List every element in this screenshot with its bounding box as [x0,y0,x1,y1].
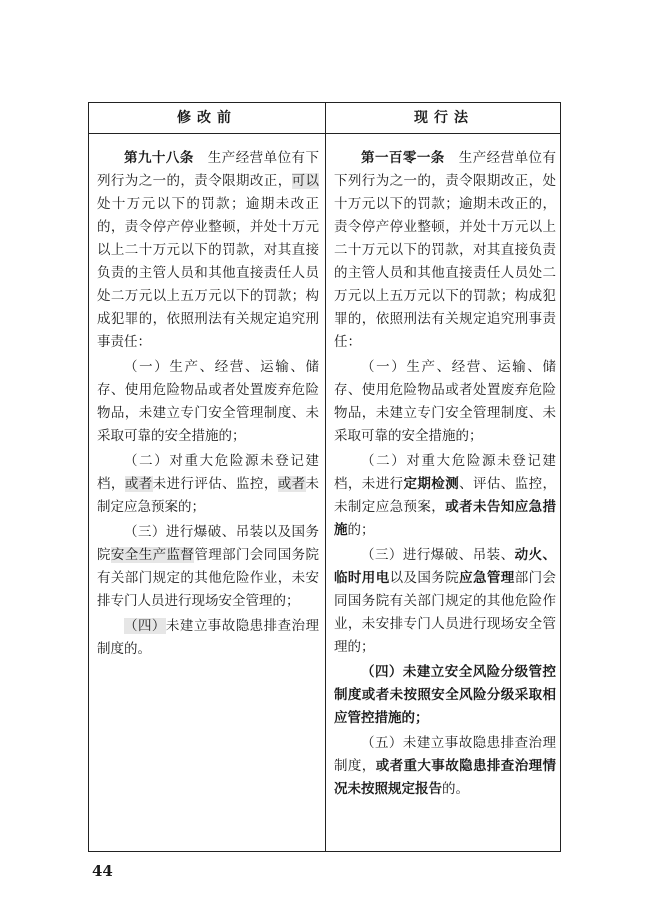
right-column-text [334,147,556,801]
right-item-1: （一）生产、经营、运输、储存、使用危险物品或者处置废弃危险物品，未建立专门安全管理制度、未采取可靠的安全措施的； [334,359,556,444]
right-p3-bold-1: 定期检测 [403,476,460,492]
right-p6-text-c: 的。 [442,781,469,797]
right-item-4: （四）未建立安全风险分级管控制度或者未按照安全风险分级采取相应管控措施的； [334,664,556,726]
right-item-2 [334,450,556,542]
left-p4-text-a: （三）进行爆破、吊装以及国务院 [97,524,319,563]
right-p4-text-c: 部门会同国务院有关部门规定的其他危险作业，未安排专门人员进行现场安全管理的； [334,570,557,655]
header-before-revision: 修改前 [177,110,237,126]
right-p4-bold-2: 应急管理 [459,570,515,586]
right-article-number: 第一百零一条 [361,150,445,166]
left-p3-highlight-2: 或者 [277,476,306,492]
right-item-5 [334,732,556,801]
comparison-table [88,102,561,852]
left-p1-text-a: 生产经营单位有下列行为之一的，责令限期改正， [97,150,320,189]
right-p6-text-a: （五）未建立事故隐患排查治理制度， [334,735,556,774]
left-column-text [97,147,319,661]
left-article-number: 第九十八条 [124,150,194,166]
left-article-paragraph [97,147,319,354]
right-p3-text-b: 、评估、监控，未制定应急预案， [334,476,557,515]
left-p1-text-b: 处十万元以下的罚款；逾期未改正的，责令停产停业整顿，并处十万元以上二十万元以下的罚款，对其直接负责的主管人员和其他直接责任人员处二万元以上五万元以下的罚款；构成犯罪的，依照刑法有关规定追究刑事责任： [97,196,319,350]
left-p3-text-c: 未制定应急预案的； [97,476,320,515]
right-article-paragraph [334,147,556,354]
left-p3-text-a: （二）对重大危险源未登记建档， [97,453,319,492]
column-divider [325,103,326,851]
right-p3-text-c: 的； [347,522,375,538]
right-p3-text-a: （二）对重大危险源未登记建档，未进行 [334,453,556,492]
left-item-3 [97,521,319,613]
left-item-4 [97,615,319,661]
page-number: 44 [92,862,113,880]
left-p5-highlight: （四） [124,618,166,634]
right-p4-bold-1: 动火、临时用电 [334,547,557,586]
header-current-law: 现行法 [414,110,474,126]
right-p4-text-a: （三）进行爆破、吊装、 [361,547,515,563]
left-p4-text-b: 管理部门会同国务院有关部门规定的其他危险作业，未安排专门人员进行现场安全管理的； [97,547,320,609]
left-p1-highlight: 可以 [291,173,320,189]
header-divider [89,133,560,134]
left-item-2 [97,450,319,519]
left-item-1: （一）生产、经营、运输、储存、使用危险物品或者处置废弃危险物品，未建立专门安全管理制度、未采取可靠的安全措施的； [97,359,319,444]
right-p3-bold-2: 或者未告知应急措施 [334,499,557,538]
left-p3-highlight-1: 或者 [124,476,153,492]
right-p6-bold: 或者重大事故隐患排查治理情况未按照规定报告 [334,758,557,797]
left-p4-highlight: 安全生产监督 [110,547,195,563]
right-p1-text: 生产经营单位有下列行为之一的，责令限期改正，处十万元以下的罚款；逾期未改正的，责令停产停业整顿，并处十万元以上二十万元以下的罚款，对其直接负责的主管人员和其他直接责任人员处二万元以上五万元以下的罚款；构成犯罪的，依照刑法有关规定追究刑事责任： [334,150,557,350]
right-p4-text-b: 以及国务院 [389,570,460,586]
left-p3-text-b: 未进行评估、监控， [152,476,278,492]
left-p5-text: 未建立事故隐患排查治理制度的。 [97,618,320,657]
right-item-3 [334,544,556,659]
